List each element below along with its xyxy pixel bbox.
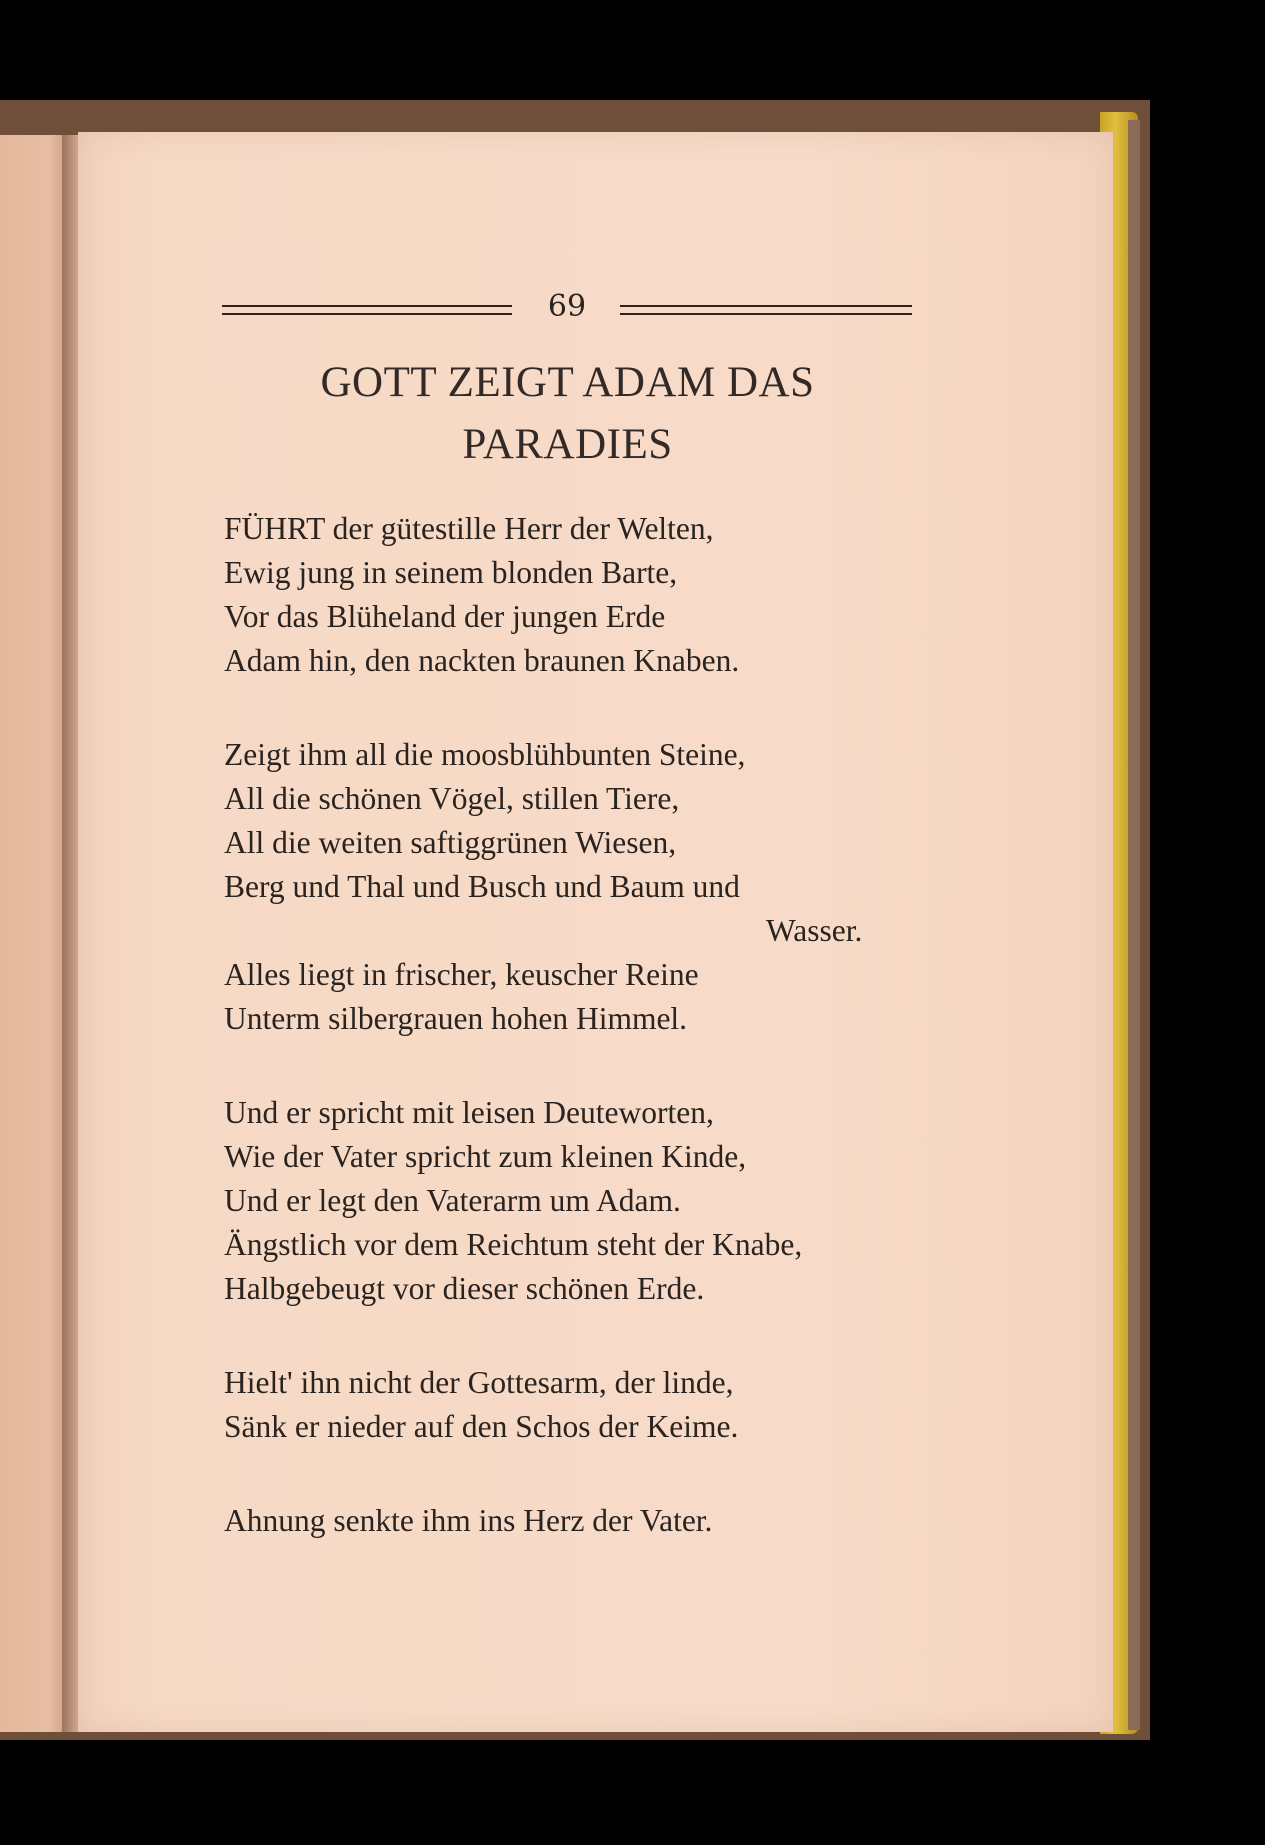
poem-title-line-2: PARADIES	[462, 421, 673, 468]
poem-line: Sänk er nieder auf den Schos der Keime.	[224, 1409, 739, 1444]
stanza-gap	[224, 1449, 944, 1499]
header-rule-left	[222, 305, 512, 315]
stanza-gap	[224, 1041, 944, 1091]
stanza-2	[224, 733, 944, 1041]
poem-line: Und er spricht mit leisen Deuteworten,	[224, 1095, 714, 1130]
poem-title	[230, 352, 905, 476]
poem-line-continuation: Wasser.	[766, 913, 863, 948]
poem-line: Zeigt ihm all die moosblühbunten Steine,	[224, 737, 746, 772]
stanza-3	[224, 1091, 944, 1311]
poem-line: Alles liegt in frischer, keuscher Reine	[224, 957, 699, 992]
header-rule-right	[620, 305, 912, 315]
stanza-1	[224, 507, 944, 683]
poem-line: All die schönen Vögel, stillen Tiere,	[224, 781, 680, 816]
poem-line: Und er legt den Vaterarm um Adam.	[224, 1183, 681, 1218]
poem-line: All die weiten saftiggrünen Wiesen,	[224, 825, 677, 860]
poem-line: Hielt' ihn nicht der Gottesarm, der linde,	[224, 1365, 734, 1400]
stanza-gap	[224, 1311, 944, 1361]
page-header	[222, 290, 912, 330]
stanza-5	[224, 1499, 944, 1543]
page-number: 69	[547, 289, 587, 324]
poem-line: Ahnung senkte ihm ins Herz der Vater.	[224, 1503, 713, 1538]
poem-line: Unterm silbergrauen hohen Himmel.	[224, 1001, 688, 1036]
poem-line: Vor das Blüheland der jungen Erde	[224, 599, 666, 634]
stanza-4	[224, 1361, 944, 1449]
stanza-gap	[224, 683, 944, 733]
poem-body	[224, 507, 944, 1543]
poem-title-line-1: GOTT ZEIGT ADAM DAS	[320, 359, 815, 406]
poem-line: FÜHRT der gütestille Herr der Welten,	[224, 511, 714, 546]
left-page-edge	[0, 135, 70, 1732]
poem-line: Wie der Vater spricht zum kleinen Kinde,	[224, 1139, 747, 1174]
book-spine-strip	[1128, 120, 1140, 1730]
poem-line: Ewig jung in seinem blonden Barte,	[224, 555, 678, 590]
poem-line: Adam hin, den nackten braunen Knaben.	[224, 643, 740, 678]
poem-line: Berg und Thal und Busch und Baum und	[224, 869, 740, 904]
poem-line: Halbgebeugt vor dieser schönen Erde.	[224, 1271, 705, 1306]
poem-line: Ängstlich vor dem Reichtum steht der Knabe,	[224, 1227, 803, 1262]
